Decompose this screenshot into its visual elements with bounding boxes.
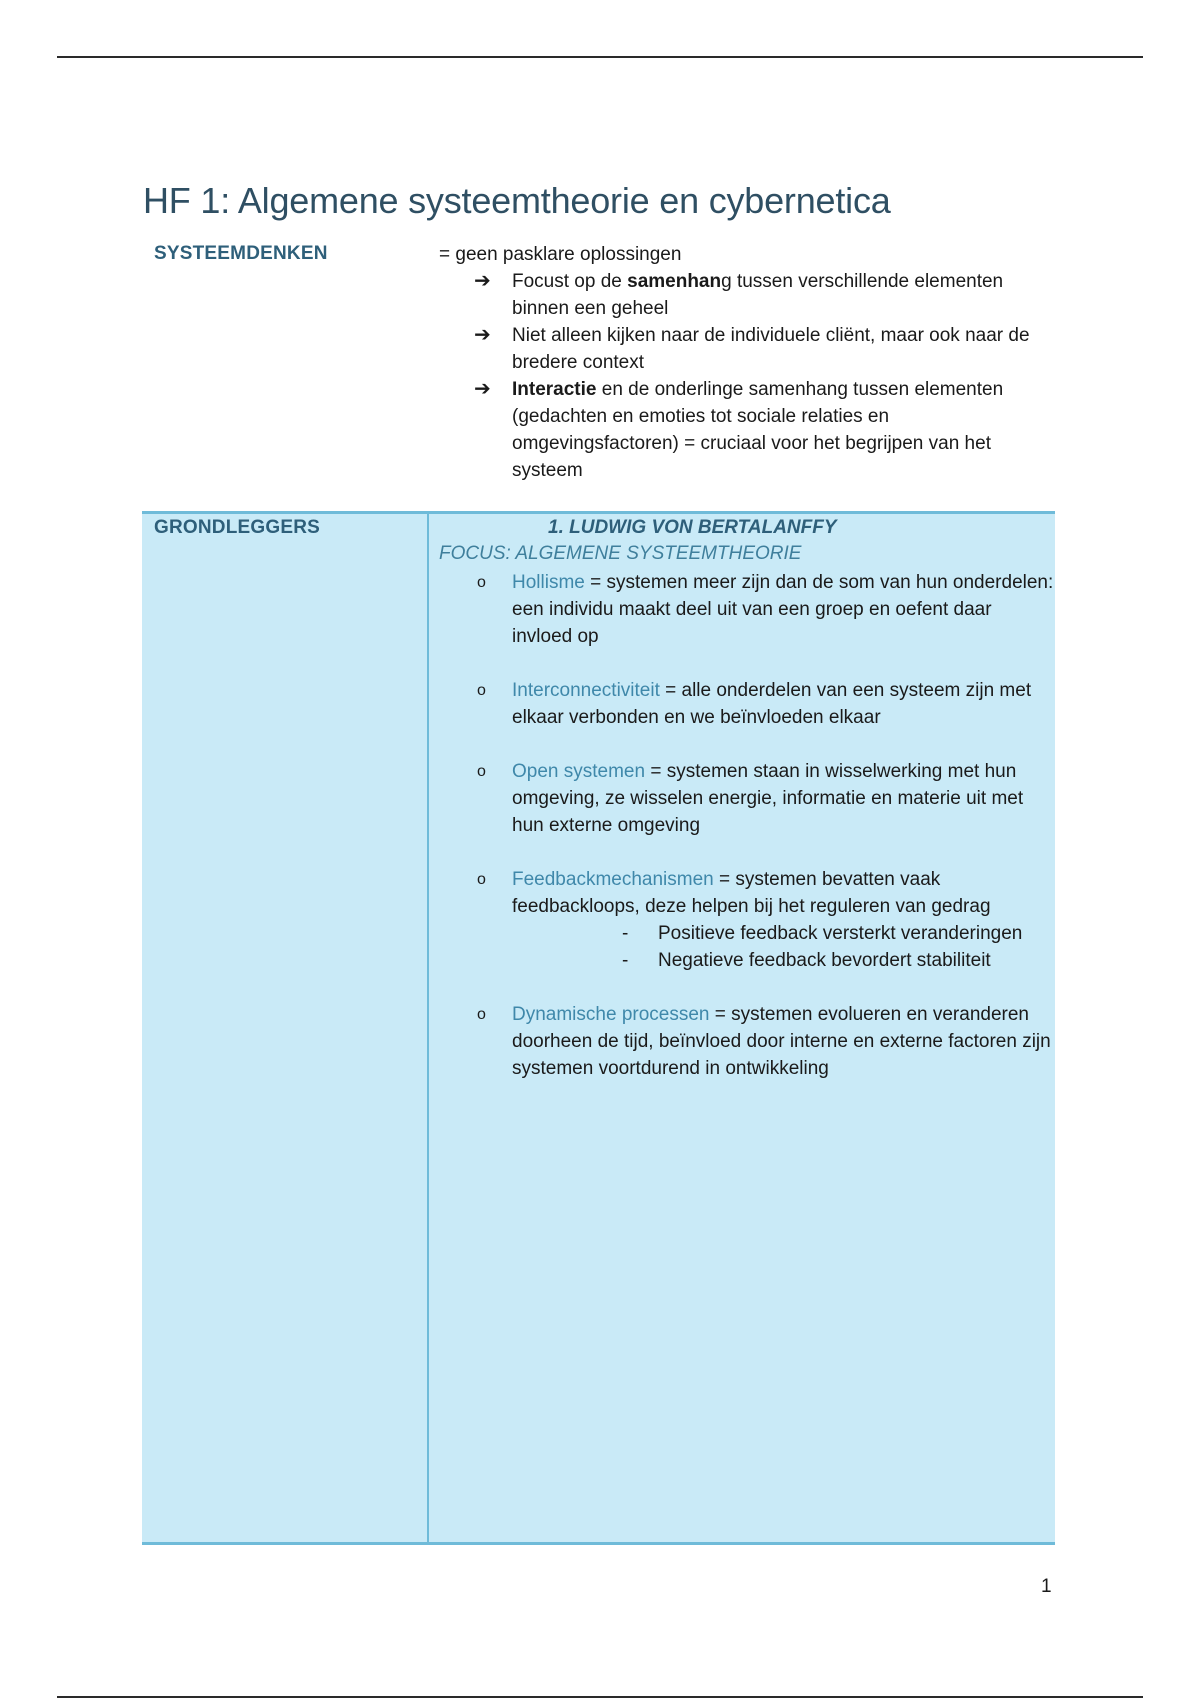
list-item: ➔ Niet alleen kijken naar de individuele cliënt, maar ook naar de bredere context bbox=[474, 324, 1030, 373]
circle-bullet-icon: o bbox=[477, 1006, 486, 1023]
concept-term: Hollisme bbox=[512, 572, 585, 593]
arrow-right-icon: ➔ bbox=[474, 378, 491, 400]
circle-bullet-icon: o bbox=[477, 871, 486, 888]
page-number: 1 bbox=[1041, 1576, 1052, 1597]
circle-bullet-icon: o bbox=[477, 574, 486, 591]
dash-bullet-icon: - bbox=[622, 950, 629, 971]
concept-term: Dynamische processen bbox=[512, 1004, 710, 1025]
concept-list bbox=[474, 569, 1054, 1109]
person-heading: 1. LUDWIG VON BERTALANFFY bbox=[548, 517, 837, 538]
arrow-right-icon: ➔ bbox=[474, 270, 491, 292]
list-item: ➔ Interactie en de onderlinge samenhang tussen elementen (gedachten en emoties tot sociale relaties en omgevingsfactoren) = cruciaal voor het begrijpen van het systeem bbox=[474, 378, 1004, 481]
list-item: - Positieve feedback versterkt veranderingen bbox=[512, 920, 1054, 947]
systeemdenken-points bbox=[474, 268, 1054, 484]
systeemdenken-definition: = geen pasklare oplossingen bbox=[439, 244, 682, 265]
grondleggers-label: GRONDLEGGERS bbox=[154, 517, 321, 538]
list-item: ➔ Focust op de samenhang tussen verschillende elementen binnen een geheel bbox=[474, 270, 1004, 319]
circle-bullet-icon: o bbox=[477, 682, 486, 699]
arrow-right-icon: ➔ bbox=[474, 324, 491, 346]
page-title: HF 1: Algemene systeemtheorie en cybernetica bbox=[143, 180, 891, 221]
list-item: o Interconnectiviteit = alle onderdelen van een systeem zijn met elkaar verbonden en we beïnvloeden elkaar bbox=[474, 677, 1054, 731]
systeemdenken-label: SYSTEEMDENKEN bbox=[154, 243, 328, 264]
list-item: o Hollisme = systemen meer zijn dan de som van hun onderdelen: een individu maakt deel uit van een groep en oefent daar invloed op bbox=[474, 569, 1054, 650]
focus-line: FOCUS: ALGEMENE SYSTEEMTHEORIE bbox=[439, 543, 802, 564]
list-item: o Open systemen = systemen staan in wisselwerking met hun omgeving, ze wisselen energie, informatie en materie uit met hun externe omgeving bbox=[474, 758, 1054, 839]
concept-term: Open systemen bbox=[512, 761, 646, 782]
column-divider bbox=[427, 511, 429, 1545]
list-item: o Dynamische processen = systemen evolueren en veranderen doorheen de tijd, beïnvloed door interne en externe factoren zijn systemen voortdurend in ontwikkeling bbox=[474, 1001, 1054, 1082]
feedback-sub-list bbox=[512, 920, 1054, 974]
list-item: o Feedbackmechanismen = systemen bevatten vaak feedbackloops, deze helpen bij het reguleren van gedrag - Positieve feedback versterkt veranderingen - Negatieve feedback bevordert stabiliteit bbox=[474, 866, 1054, 974]
footer-rule bbox=[57, 1696, 1143, 1698]
concept-term: Feedbackmechanismen bbox=[512, 869, 714, 890]
concept-term: Interconnectiviteit bbox=[512, 680, 660, 701]
list-item: - Negatieve feedback bevordert stabiliteit bbox=[512, 947, 1054, 974]
circle-bullet-icon: o bbox=[477, 763, 486, 780]
header-rule bbox=[57, 56, 1143, 58]
dash-bullet-icon: - bbox=[622, 923, 629, 944]
